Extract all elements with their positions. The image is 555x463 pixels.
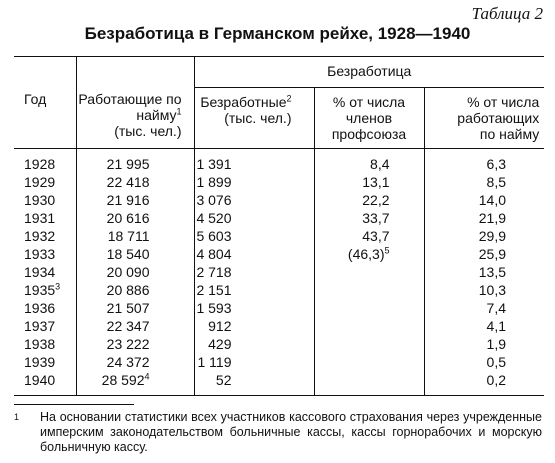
cell-pct-employed-value: 6,3 [486,156,506,172]
cell-pct-union-value: 13,1 [362,174,390,190]
cell-pct-union [314,353,424,371]
cell-pct-employed [424,263,544,281]
cell-employed-value: 20 090 [106,264,150,280]
cell-unemployed-value: 1 899 [196,174,232,190]
cell-unemployed [194,263,314,281]
cell-pct-union [314,209,424,227]
cell-employed [76,299,194,317]
cell-employed [76,191,194,209]
header-unemployed-footnote-mark: 2 [286,93,292,104]
cell-unemployed-value: 1 391 [196,156,232,172]
cell-pct-union [314,335,424,353]
cell-year-value: 1931 [24,210,56,226]
footnote-mark: 5 [384,245,390,256]
cell-unemployed [194,149,314,174]
cell-year-value: 1930 [24,192,56,208]
cell-year-value: 1939 [24,354,56,370]
cell-employed-value: 18 540 [106,246,150,262]
header-pct-employed-label: % от числа работающих по найму [457,94,540,142]
cell-unemployed-value: 4 520 [196,210,232,226]
cell-pct-employed-value: 10,3 [478,282,506,298]
cell-year-value: 1932 [24,228,56,244]
table-row [14,317,544,335]
cell-year [14,191,76,209]
cell-year-value: 1933 [24,246,56,262]
cell-pct-employed [424,335,544,353]
cell-year [14,173,76,191]
cell-year [14,353,76,371]
cell-unemployed [194,335,314,353]
cell-employed [76,227,194,245]
cell-employed [76,173,194,191]
cell-year [14,227,76,245]
cell-unemployed-value: 4 804 [196,246,232,262]
cell-employed [76,281,194,299]
header-employed-units: (тыс. чел.) [114,123,182,139]
cell-year-value: 1928 [24,156,56,172]
cell-pct-union [314,245,424,263]
cell-unemployed [194,281,314,299]
cell-employed-value: 23 222 [106,336,150,352]
cell-unemployed [194,209,314,227]
cell-year [14,317,76,335]
table-row [14,281,544,299]
cell-pct-employed-value: 14,0 [478,192,506,208]
cell-pct-employed [424,245,544,263]
cell-employed [76,353,194,371]
cell-employed-value: 20 886 [106,282,150,298]
cell-year [14,209,76,227]
cell-year-value: 1938 [24,336,56,352]
cell-pct-employed-value: 1,9 [486,336,506,352]
footnote-divider [14,404,134,405]
cell-unemployed-value: 5 603 [196,228,232,244]
cell-employed-value: 20 616 [106,210,150,226]
cell-employed [76,245,194,263]
cell-year-value: 1940 [24,372,56,388]
cell-year-value: 1936 [24,300,56,316]
cell-pct-union-value: 22,2 [362,192,390,208]
cell-unemployed [194,371,314,396]
table-row [14,353,544,371]
cell-pct-union [314,173,424,191]
table-row [14,149,544,174]
table-number-label: Таблица 2 [471,4,543,23]
header-unemployed [194,88,314,149]
cell-pct-employed-value: 25,9 [478,246,506,262]
table-row [14,299,544,317]
table-row [14,173,544,191]
cell-pct-union-value: 33,7 [362,210,390,226]
cell-pct-employed-value: 8,5 [486,174,506,190]
cell-year-value: 1929 [24,174,56,190]
cell-unemployed-value: 2 718 [196,264,232,280]
table-row [14,209,544,227]
cell-pct-union-value: 8,4 [370,156,390,172]
header-pct-union [314,88,424,149]
cell-pct-employed-value: 21,9 [478,210,506,226]
cell-pct-employed-value: 0,2 [486,372,506,388]
cell-unemployed [194,173,314,191]
header-unemployed-label: Безработные [200,94,287,110]
cell-pct-employed [424,191,544,209]
cell-pct-employed [424,173,544,191]
header-employed-footnote-mark: 1 [176,106,182,117]
cell-pct-employed [424,371,544,396]
cell-pct-union [314,227,424,245]
cell-employed-value: 28 592 [101,372,145,388]
cell-pct-employed [424,281,544,299]
cell-year [14,149,76,174]
table-row [14,335,544,353]
table-row [14,371,544,396]
cell-pct-employed-value: 7,4 [486,300,506,316]
cell-pct-union [314,317,424,335]
cell-employed-value: 21 507 [106,300,150,316]
cell-pct-employed-value: 4,1 [486,318,506,334]
header-pct-union-label: % от числа членов профсоюза [331,94,407,142]
cell-employed [76,317,194,335]
footnote-mark: 4 [144,371,150,382]
cell-pct-union [314,281,424,299]
cell-year [14,299,76,317]
cell-unemployed-value: 3 076 [196,192,232,208]
cell-unemployed-value: 52 [215,372,232,388]
table-row [14,227,544,245]
cell-pct-union-value: 43,7 [362,228,390,244]
table-row [14,191,544,209]
cell-employed [76,371,194,396]
cell-year [14,371,76,396]
cell-employed-value: 18 711 [107,228,150,244]
cell-unemployed [194,245,314,263]
cell-employed [76,209,194,227]
cell-year-value: 1937 [24,318,56,334]
header-year: Год [14,57,76,149]
cell-year [14,263,76,281]
table-row [14,263,544,281]
cell-pct-employed-value: 13,5 [478,264,506,280]
cell-unemployed-value: 912 [208,318,232,334]
cell-year-value: 1935 [24,282,56,298]
footnote-text: На основании статистики всех участников кассового страхования через учрежденные имперским законодательством больничные кассы, кассы горнорабочих и морскую больничную кассу. [40,410,542,454]
cell-pct-union [314,263,424,281]
footnote-mark: 3 [55,281,61,292]
cell-employed-value: 22 347 [106,318,150,334]
cell-unemployed [194,317,314,335]
footnote [14,410,542,455]
header-employed-label: Работающие по найму [78,91,182,123]
cell-pct-employed [424,299,544,317]
unemployment-table [14,56,544,396]
cell-pct-employed [424,317,544,335]
cell-unemployed-value: 2 151 [196,282,232,298]
cell-pct-union [314,299,424,317]
cell-unemployed-value: 429 [208,336,232,352]
cell-pct-employed-value: 29,9 [478,228,506,244]
cell-pct-union-value: (46,3) [347,246,385,262]
cell-unemployed-value: 1 593 [196,300,232,316]
header-unemployed-units: (тыс. чел.) [224,110,292,126]
cell-employed-value: 21 995 [106,156,150,172]
cell-employed [76,149,194,174]
header-employed [76,57,194,149]
cell-pct-employed-value: 0,5 [486,354,506,370]
cell-employed-value: 24 372 [106,354,150,370]
header-unemployment-group: Безработица [194,57,544,88]
cell-pct-union [314,191,424,209]
cell-year [14,281,76,299]
cell-year [14,245,76,263]
cell-unemployed [194,191,314,209]
cell-pct-union [314,149,424,174]
table-title: Безработица в Германском рейхе, 1928—1940 [84,24,471,43]
cell-pct-employed [424,353,544,371]
cell-employed [76,335,194,353]
footnote-number: 1 [14,412,20,422]
cell-year-value: 1934 [24,264,56,280]
cell-pct-employed [424,209,544,227]
cell-employed [76,263,194,281]
cell-unemployed [194,353,314,371]
cell-employed-value: 22 418 [106,174,150,190]
header-pct-employed [424,88,544,149]
cell-unemployed [194,227,314,245]
cell-year [14,335,76,353]
cell-unemployed-value: 1 119 [197,354,232,370]
cell-pct-employed [424,227,544,245]
table-row [14,245,544,263]
cell-pct-employed [424,149,544,174]
cell-pct-union [314,371,424,396]
cell-employed-value: 21 916 [106,192,150,208]
cell-unemployed [194,299,314,317]
